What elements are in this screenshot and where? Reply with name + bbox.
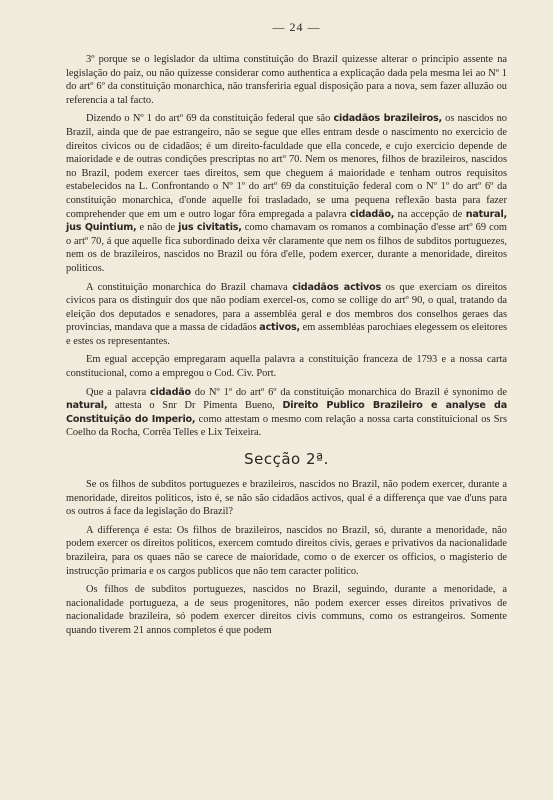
paragraph xyxy=(66,478,507,519)
text-run: 3º porque se o legislador da ultima constituição do Brazil quizesse alterar o principio assente na legislação do paiz, ou não quizesse considerar como authentica a explicação dada pela mesma lei ao Nº 1 do artº 6º da constituição monarchica, não transferiria egual disposição para a nova, sem fazer alluzão ou referencia a tal facto. xyxy=(66,54,507,106)
text-run: os nascidos no Brazil, ainda que de pae estrangeiro, não se segue que elles entram desde o nascimento no exercicio de direitos civicos ou de cidadãos; é um direito-faculdade que ella concede, e cujo exercicio depende de maioridade e de outras condições prescriptas no artº 70. Nem os menores, filhos de brazileiros, nascidos no Brazil, podem exercer taes direitos, sem que cheguem á maioridade e tenham outros requisitos estabelecidos na L. Confrontando o Nº 1º do artº 69 da constituição federal com o Nº 1º do artº 6º da constituição monarchica, d'onde aquelle foi trasladado, se uma pequena reflexão basta para fazer comprehender que em um e outro logar fôra empregada a palavra xyxy=(66,113,507,220)
text-run: Em egual accepção empregaram aquella palavra a constituição franceza de 1793 e a nossa carta constitucional, como a empregou o Cod. Civ. Port. xyxy=(66,354,507,380)
text-run: do Nº 1º do artº 6º da constituição monarchica do Brazil é synonimo de xyxy=(190,386,507,398)
text-run: A constituição monarchica do Brazil chamava xyxy=(86,281,293,293)
text-run: na accepção de xyxy=(394,208,466,220)
text-run: como chamavam os romanos a combinação d'esse artº 69 com o artº 70, á que aquelle fica subordinado deixa vêr claramente que nem os filhos de subditos portuguezes, nem os de brazileiros, nascidos no Brazil ou fóra d'elle, podem exercer, durante a menoridade, direitos politicos. xyxy=(66,222,507,274)
bold-term: cidadãos brazileiros, xyxy=(333,113,442,125)
paragraph xyxy=(66,386,507,440)
bold-term: jus civitatis, xyxy=(178,222,242,234)
text-run: como attestam o mesmo com relação a nossa carta constituicional os Srs Coelho da Rocha, Corrêa Telles e Lix Teixeira. xyxy=(66,413,507,439)
text-run: Dizendo o Nº 1 do artº 69 da constituição federal que são xyxy=(86,113,334,125)
paragraph xyxy=(66,524,507,578)
section-body-text xyxy=(66,478,507,638)
bold-term: cidadão, xyxy=(349,208,395,220)
bold-term: natural, xyxy=(66,400,108,412)
body-text xyxy=(66,53,507,440)
text-run: Se os filhos de subditos portuguezes e brazileiros, nascidos no Brazil, não podem exercer, durante a menoridade, direitos politicos, isto é, se não são cidadãos activos, qual é a differença que vae d'uns para os outros á face da legislação do Brazil? xyxy=(66,479,507,518)
paragraph xyxy=(66,583,507,637)
page-number: — 24 — xyxy=(272,20,321,34)
text-run: Os filhos de subditos portuguezes, nascidos no Brazil, seguindo, durante a menoridade, a nacionalidade portugueza, a de seus progenitores, não podem exercer esses direitos privativos de nacionalidade brazileira, só podem exercer direitos civis communs, como os estrangeiros. Somente quando tiverem 21 annos completos é que podem xyxy=(66,584,507,636)
paragraph xyxy=(66,53,507,107)
text-run: Que a palavra xyxy=(86,386,151,398)
bold-term: activos, xyxy=(259,322,300,334)
text-run: e não de xyxy=(136,222,179,234)
section-heading: Secção 2ª. xyxy=(244,450,329,469)
bold-term: cidadãos activos xyxy=(292,281,381,293)
paragraph xyxy=(66,281,507,349)
bold-term: cidadão xyxy=(150,386,191,398)
text-run: A differença é esta: Os filhos de brazileiros, nascidos no Brazil, só, durante a menoridade, não podem exercer os direitos politicos, exercem comtudo direitos civis, geraes e privativos da nacionalidade brazileira, para os quaes não se carece de maioridade, como o de exercer os officios, o magisterio de instrucção primaria e os cargos publicos que não tem caracter politico. xyxy=(66,524,507,577)
text-run: os que exerciam os direitos civicos para os distinguir dos que não podiam exercel-os, como se collige do artº 90, o qual, tratando da eleição dos deputados e senadores, para a assembléa geral e dos membros dos conselhos geraes das provincias, mandava que a massa de cidadãos xyxy=(66,281,507,334)
paragraph xyxy=(66,112,507,275)
bold-term: Direito Publico Brazileiro e analyse da Constituição do Imperio, xyxy=(66,400,507,425)
paragraph xyxy=(66,353,507,380)
bold-term: natural, jus Quintium, xyxy=(66,208,507,234)
text-run: em assembléas parochiaes elegessem os eleitores e estes os representantes. xyxy=(66,322,507,347)
text-run: attesta o Snr Dr Pimenta Bueno, xyxy=(107,400,283,412)
